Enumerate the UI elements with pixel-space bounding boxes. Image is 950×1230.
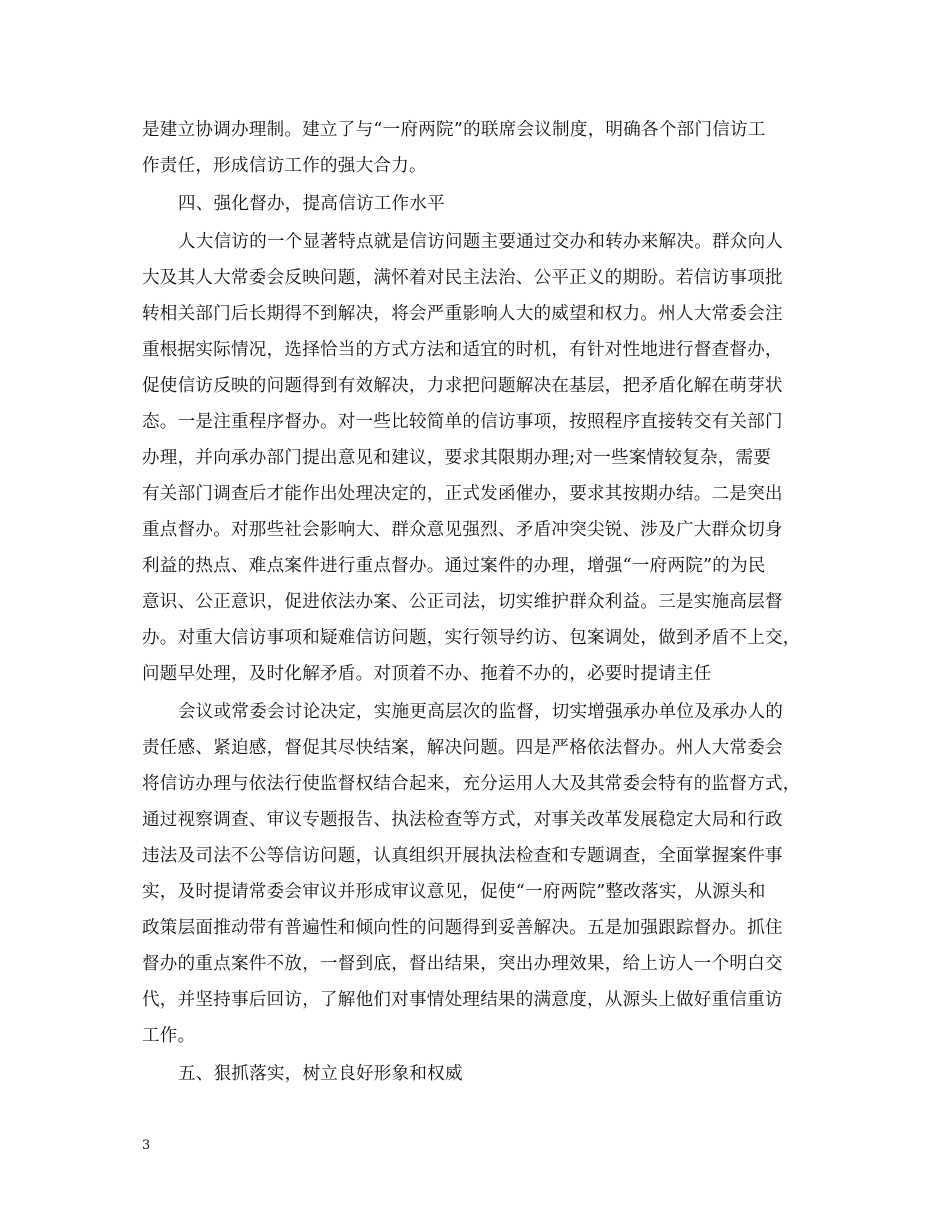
text-line: 促使信访反映的问题得到有效解决，力求把问题解决在基层，把矛盾化解在萌芽状: [142, 376, 783, 396]
section-heading: 四、强化督办，提高信访工作水平: [178, 194, 445, 214]
text-line: 代，并坚持事后回访，了解他们对事情处理结果的满意度，从源头上做好重信重访: [142, 990, 783, 1010]
page-number: 3: [142, 1138, 151, 1153]
text-line: 重根据实际情况，选择恰当的方式方法和适宜的时机，有针对性地进行督查督办，: [142, 340, 783, 360]
text-line: 问题早处理，及时化解矛盾。对顶着不办、拖着不办的，必要时提请主任: [142, 664, 712, 684]
text-line: 作责任，形成信访工作的强大合力。: [142, 156, 427, 176]
text-line: 转相关部门后长期得不到解决，将会严重影响人大的威望和权力。州人大常委会注: [142, 304, 783, 324]
text-line: 通过视察调查、审议专题报告、执法检查等方式，对事关改革发展稳定大局和行政: [142, 810, 783, 830]
text-line: 利益的热点、难点案件进行重点督办。通过案件的办理，增强“一府两院”的为民: [142, 556, 766, 576]
text-line: 办。对重大信访事项和疑难信访问题，实行领导约访、包案调处，做到矛盾不上交，: [142, 628, 801, 648]
text-line: 督办的重点案件不放，一督到底，督出结果，突出办理效果，给上访人一个明白交: [142, 954, 783, 974]
text-line: 工作。: [142, 1026, 196, 1046]
text-line: 是建立协调办理制。建立了与“一府两院”的联席会议制度，明确各个部门信访工: [142, 120, 766, 140]
text-line: 有关部门调查后才能作出处理决定的，正式发函催办，要求其按期办结。二是突出: [142, 484, 783, 504]
text-line: 大及其人大常委会反映问题，满怀着对民主法治、公平正义的期盼。若信访事项批: [142, 268, 783, 288]
text-line: 办理，并向承办部门提出意见和建议，要求其限期办理;对一些案情较复杂，需要: [142, 448, 772, 468]
text-line: 意识、公正意识，促进依法办案、公正司法，切实维护群众利益。三是实施高层督: [142, 592, 783, 612]
text-line: 重点督办。对那些社会影响大、群众意见强烈、矛盾冲突尖锐、涉及广大群众切身: [142, 520, 783, 540]
paragraph-first-line: 会议或常委会讨论决定，实施更高层次的监督，切实增强承办单位及承办人的: [178, 702, 784, 722]
text-line: 将信访办理与依法行使监督权结合起来，充分运用人大及其常委会特有的监督方式，: [142, 774, 801, 794]
text-line: 责任感、紧迫感，督促其尽快结案，解决问题。四是严格依法督办。州人大常委会: [142, 738, 783, 758]
text-line: 违法及司法不公等信访问题，认真组织开展执法检查和专题调查，全面掌握案件事: [142, 846, 783, 866]
text-line: 政策层面推动带有普遍性和倾向性的问题得到妥善解决。五是加强跟踪督办。抓住: [142, 918, 783, 938]
section-heading: 五、狠抓落实，树立良好形象和权威: [178, 1064, 463, 1084]
text-line: 态。一是注重程序督办。对一些比较简单的信访事项，按照程序直接转交有关部门: [142, 412, 783, 432]
paragraph-first-line: 人大信访的一个显著特点就是信访问题主要通过交办和转办来解决。群众向人: [178, 232, 784, 252]
text-line: 实，及时提请常委会审议并形成审议意见，促使“一府两院”整改落实，从源头和: [142, 882, 766, 902]
